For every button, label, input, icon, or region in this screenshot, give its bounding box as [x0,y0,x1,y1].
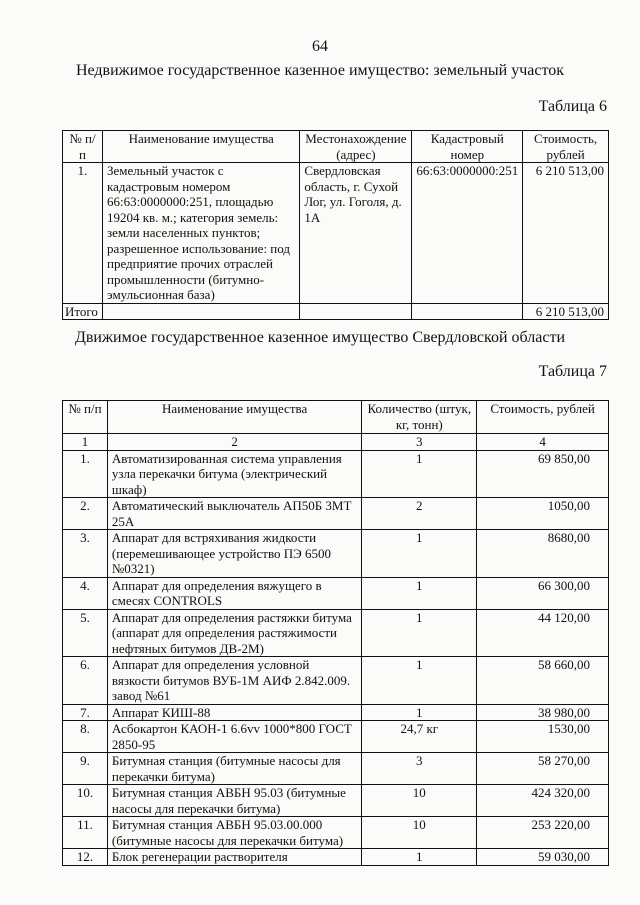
row-num: 11. [63,817,108,849]
row-cost: 38 980,00 [477,704,609,721]
table-6-header-row [63,131,609,163]
row-num: 6. [63,657,108,705]
section-title-movable: Движимое государственное казенное имущество Свердловской области [74,329,566,346]
header-address: Местонахождение (адрес) [300,131,412,163]
row-qty: 1 [362,530,477,578]
row-name: Битумная станция АВБН 95.03 (битумные насосы для перекачки битума) [107,785,361,817]
table-row [63,817,609,849]
row-cost: 1050,00 [477,498,609,530]
header-name: Наименование имущества [102,131,299,163]
row-cost: 424 320,00 [477,785,609,817]
row-name: Аппарат для встряхивания жидкости (перемешивающее устройство ПЭ 6500 №0321) [107,530,361,578]
row-name: Аппарат для определения условной вязкости битумов ВУБ-1М АИФ 2.842.009. завод №61 [107,657,361,705]
row-cost: 253 220,00 [477,817,609,849]
row-name: Аппарат для определения вяжущего в смесях CONTROLS [107,577,361,609]
total-empty [300,303,412,320]
col-number: 2 [107,434,361,451]
header-cost: Стоимость, рублей [477,401,609,434]
row-qty: 1 [362,704,477,721]
total-value: 6 210 513,00 [523,303,609,320]
row-name: Асбокартон КАОН-1 6.6vv 1000*800 ГОСТ 2850-95 [107,721,361,753]
row-qty: 1 [362,609,477,657]
col-number: 4 [477,434,609,451]
row-num: 1. [63,163,103,304]
row-cadastral: 66:63:0000000:251 [412,163,523,304]
table-7-header-row [63,401,609,434]
row-name: Аппарат КИШ-88 [107,704,361,721]
table-6 [62,130,609,320]
row-qty: 1 [362,849,477,866]
table-6-label: Таблица 6 [538,98,607,115]
table-row [63,163,609,304]
row-num: 3. [63,530,108,578]
row-qty: 2 [362,498,477,530]
section-title-real-estate: Недвижимое государственное казенное имущество: земельный участок [75,62,565,79]
table-row [63,530,609,578]
row-qty: 1 [362,577,477,609]
row-name: Автоматизированная система управления узла перекачки битума (электрический шкаф) [107,450,361,498]
table-7-label: Таблица 7 [538,363,607,380]
row-cost: 59 030,00 [477,849,609,866]
col-number: 3 [362,434,477,451]
row-cost: 1530,00 [477,721,609,753]
row-qty: 1 [362,450,477,498]
row-num: 9. [63,753,108,785]
header-name: Наименование имущества [107,401,361,434]
table-row [63,609,609,657]
total-empty [412,303,523,320]
row-name: Битумная станция АВБН 95.03.00.000 (битумные насосы для перекачки битума) [107,817,361,849]
row-cost: 58 270,00 [477,753,609,785]
total-label: Итого [63,303,103,320]
row-cost: 44 120,00 [477,609,609,657]
header-num: № п/п [63,131,103,163]
row-cost: 58 660,00 [477,657,609,705]
table-row [63,785,609,817]
row-name: Битумная станция (битумные насосы для перекачки битума) [107,753,361,785]
row-address: Свердловская область, г. Сухой Лог, ул. Гоголя, д. 1А [300,163,412,304]
col-number: 1 [63,434,108,451]
row-cost: 6 210 513,00 [523,163,609,304]
row-qty: 10 [362,785,477,817]
table-row [63,450,609,498]
table-7-column-numbers [63,434,609,451]
row-num: 8. [63,721,108,753]
row-num: 2. [63,498,108,530]
row-qty: 1 [362,657,477,705]
row-name: Аппарат для определения растяжки битума (аппарат для определения растяжимости нефтяных битумов ДВ-2М) [107,609,361,657]
table-7 [62,400,609,866]
table-row [63,721,609,753]
table-row [63,704,609,721]
header-cadastral: Кадастровый номер [412,131,523,163]
table-row [63,498,609,530]
row-qty: 3 [362,753,477,785]
row-qty: 24,7 кг [362,721,477,753]
table-row [63,753,609,785]
header-cost: Стоимость, рублей [523,131,609,163]
row-name: Земельный участок с кадастровым номером 66:63:0000000:251, площадью 19204 кв. м.; категория земель: земли населенных пунктов; разрешенное использование: под предприятие прочих отраслей промышленности (битумно-эмульсионная база) [102,163,299,304]
row-num: 7. [63,704,108,721]
row-name: Автоматический выключатель АП50Б 3МТ 25А [107,498,361,530]
table-row [63,657,609,705]
row-name: Блок регенерации растворителя [107,849,361,866]
row-cost: 8680,00 [477,530,609,578]
row-num: 4. [63,577,108,609]
page-number: 64 [312,38,328,55]
total-empty [102,303,299,320]
row-num: 10. [63,785,108,817]
row-cost: 66 300,00 [477,577,609,609]
header-num: № п/п [63,401,108,434]
row-num: 12. [63,849,108,866]
row-num: 5. [63,609,108,657]
row-cost: 69 850,00 [477,450,609,498]
table-row [63,577,609,609]
row-qty: 10 [362,817,477,849]
table-row [63,849,609,866]
header-qty: Количество (штук, кг, тонн) [362,401,477,434]
total-row [63,303,609,320]
row-num: 1. [63,450,108,498]
